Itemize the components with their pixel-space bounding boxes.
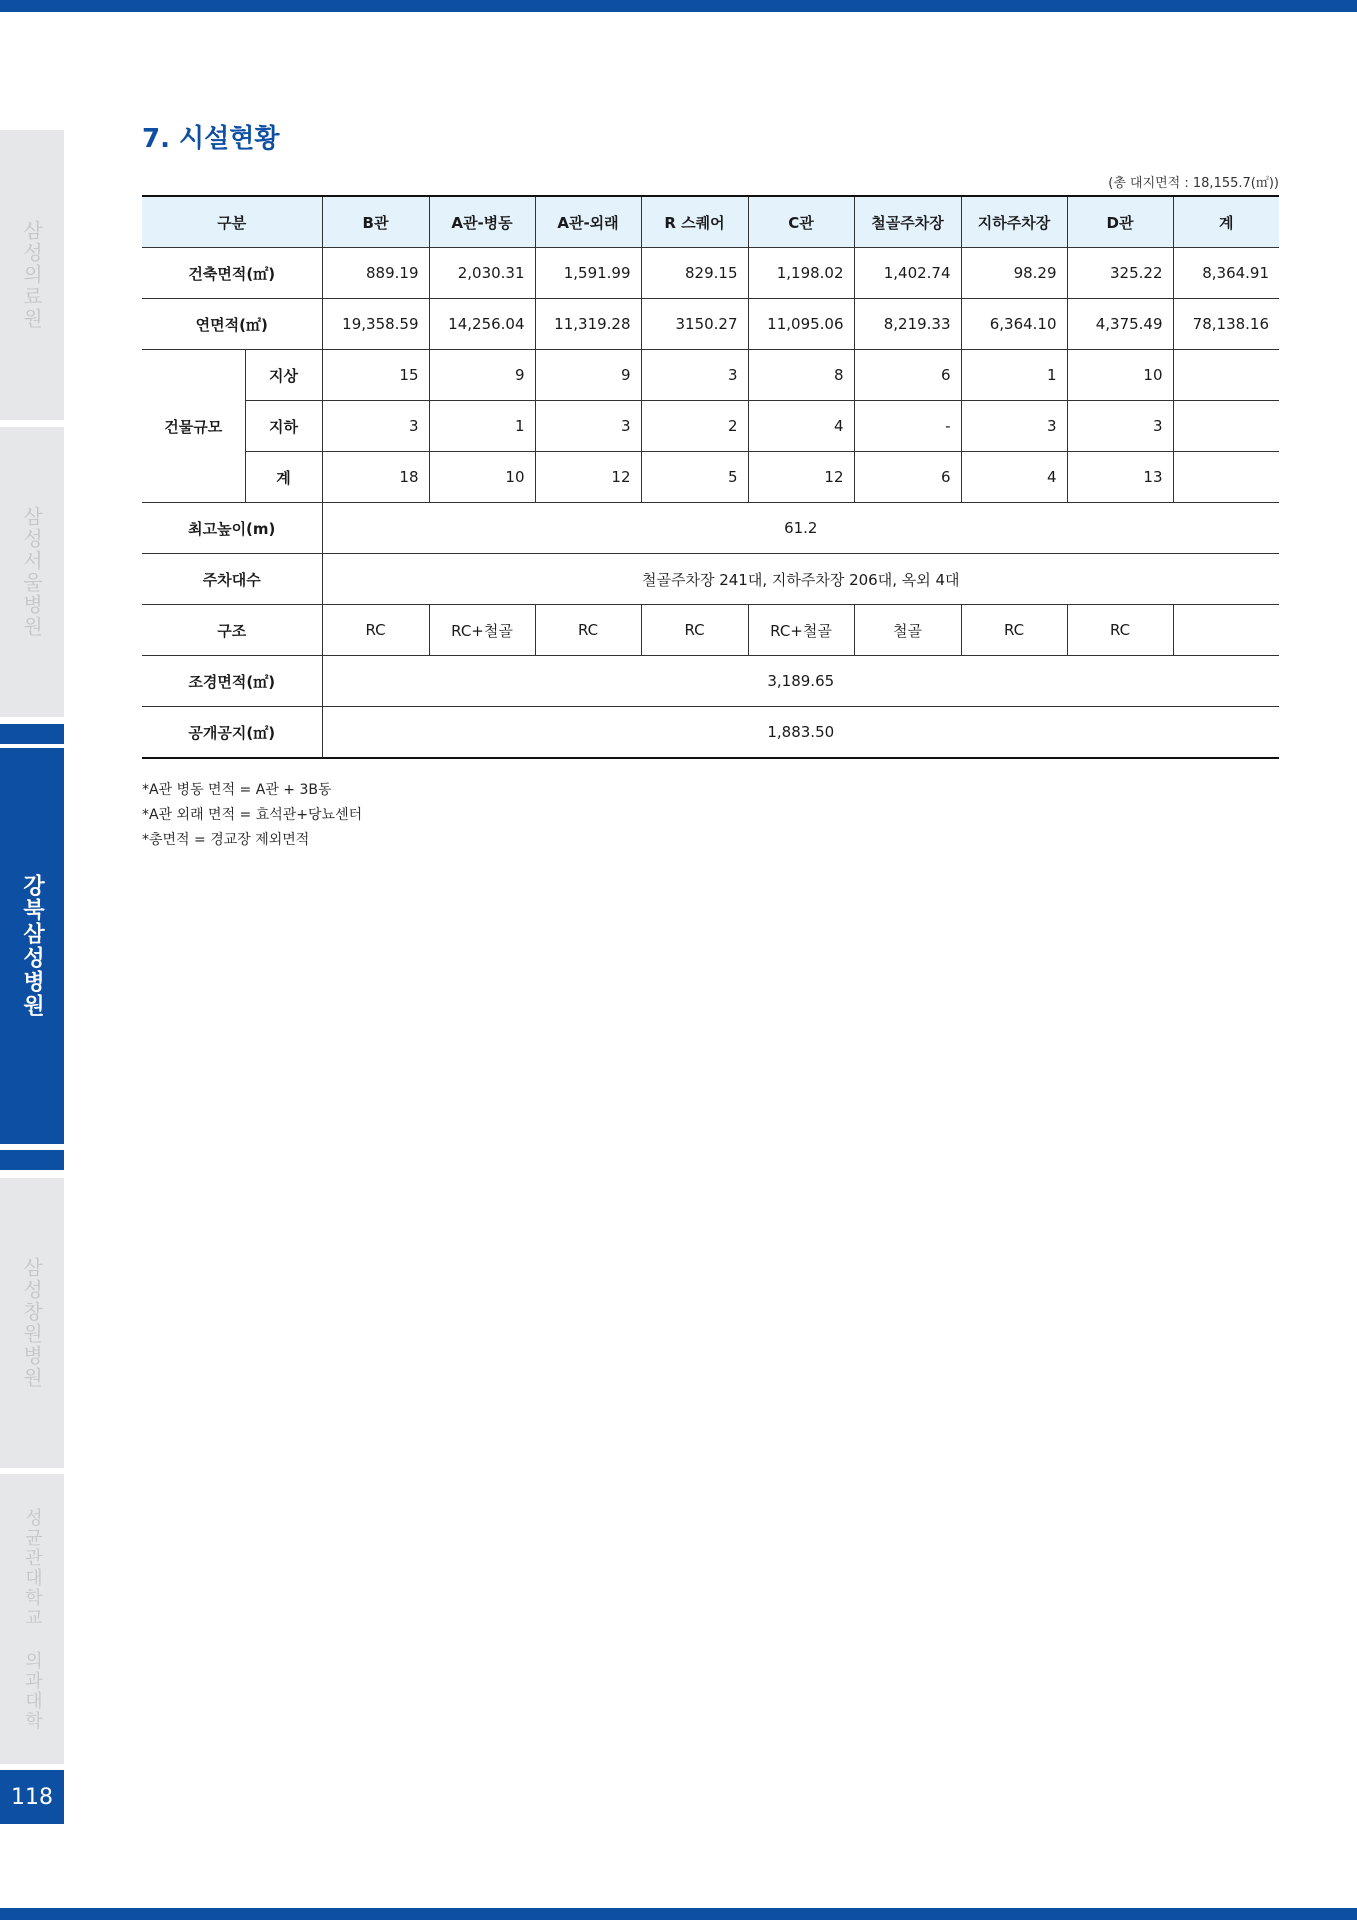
table-cell: 3 xyxy=(535,401,641,452)
footnote: *총면적 = 경교장 제외면적 xyxy=(142,832,310,848)
row-label: 건축면적(㎡) xyxy=(142,248,322,299)
table-cell: 6 xyxy=(854,452,961,503)
table-cell: 6 xyxy=(854,350,961,401)
table-cell: 3 xyxy=(641,350,748,401)
side-tab-label: 삼성서울병원 xyxy=(19,506,44,638)
table-cell xyxy=(1173,401,1279,452)
table-cell: 2,030.31 xyxy=(429,248,535,299)
header-cell: R 스퀘어 xyxy=(641,196,748,248)
header-cell: C관 xyxy=(748,196,854,248)
table-row xyxy=(142,707,1279,759)
row-label: 최고높이(m) xyxy=(142,503,322,554)
side-tab-kangbuk-samsung-hospital[interactable] xyxy=(0,748,64,1144)
page-number: 118 xyxy=(0,1770,64,1824)
table-row xyxy=(142,656,1279,707)
table-cell: 78,138.16 xyxy=(1173,299,1279,350)
table-cell: 4 xyxy=(961,452,1067,503)
table-row xyxy=(142,350,1279,401)
table-row xyxy=(142,554,1279,605)
row-sublabel: 지하 xyxy=(245,401,322,452)
side-tab-label: 삼성의료원 xyxy=(19,220,44,330)
table-cell: 14,256.04 xyxy=(429,299,535,350)
header-cell: B관 xyxy=(322,196,429,248)
table-cell xyxy=(1173,452,1279,503)
row-label: 공개공지(㎡) xyxy=(142,707,322,759)
table-cell: 철골주차장 241대, 지하주차장 206대, 옥외 4대 xyxy=(322,554,1279,605)
side-tab-samsung-medical-center[interactable] xyxy=(0,130,64,420)
table-cell: 12 xyxy=(535,452,641,503)
table-cell: 5 xyxy=(641,452,748,503)
table-cell: 11,319.28 xyxy=(535,299,641,350)
table-row xyxy=(142,401,1279,452)
row-label: 조경면적(㎡) xyxy=(142,656,322,707)
table-row xyxy=(142,503,1279,554)
header-cell: 계 xyxy=(1173,196,1279,248)
table-cell xyxy=(1173,350,1279,401)
header-cell: 철골주차장 xyxy=(854,196,961,248)
table-cell: 3 xyxy=(1067,401,1173,452)
table-cell: RC xyxy=(1067,605,1173,656)
table-cell: 18 xyxy=(322,452,429,503)
table-cell: 889.19 xyxy=(322,248,429,299)
table-cell: 6,364.10 xyxy=(961,299,1067,350)
header-cell: 지하주차장 xyxy=(961,196,1067,248)
section-title: 7. 시설현황 xyxy=(142,124,280,154)
table-cell: 1,591.99 xyxy=(535,248,641,299)
table-cell: RC xyxy=(322,605,429,656)
footnote: *A관 외래 면적 = 효석관+당뇨센터 xyxy=(142,807,363,823)
table-cell: 1,402.74 xyxy=(854,248,961,299)
row-label: 구조 xyxy=(142,605,322,656)
table-cell: RC xyxy=(535,605,641,656)
table-cell: 3,189.65 xyxy=(322,656,1279,707)
row-label: 주차대수 xyxy=(142,554,322,605)
table-cell: 98.29 xyxy=(961,248,1067,299)
side-tab-samsung-seoul-hospital[interactable] xyxy=(0,427,64,717)
table-cell: 9 xyxy=(535,350,641,401)
row-label: 연면적(㎡) xyxy=(142,299,322,350)
side-tab-label: 강북삼성병원 xyxy=(19,874,45,1018)
facility-table xyxy=(142,195,1279,759)
side-tab-label: 삼성창원병원 xyxy=(19,1257,44,1389)
table-cell: 4 xyxy=(748,401,854,452)
site-area-note: (총 대지면적 : 18,155.7(㎡)) xyxy=(1108,176,1279,191)
table-cell: 철골 xyxy=(854,605,961,656)
table-cell: 4,375.49 xyxy=(1067,299,1173,350)
table-cell: RC xyxy=(641,605,748,656)
table-cell: 3 xyxy=(961,401,1067,452)
table-row xyxy=(142,452,1279,503)
table-cell: RC+철골 xyxy=(748,605,854,656)
header-cell: A관-외래 xyxy=(535,196,641,248)
side-tab-separator xyxy=(0,724,64,744)
table-row xyxy=(142,605,1279,656)
table-cell: 19,358.59 xyxy=(322,299,429,350)
row-sublabel: 지상 xyxy=(245,350,322,401)
header-cell: A관-병동 xyxy=(429,196,535,248)
footnote: *A관 병동 면적 = A관 + 3B동 xyxy=(142,782,332,798)
table-cell: 2 xyxy=(641,401,748,452)
table-row xyxy=(142,248,1279,299)
table-cell xyxy=(1173,605,1279,656)
table-cell: 325.22 xyxy=(1067,248,1173,299)
table-cell: 10 xyxy=(429,452,535,503)
table-cell: 1 xyxy=(961,350,1067,401)
table-cell: 15 xyxy=(322,350,429,401)
row-label: 건물규모 xyxy=(142,350,245,503)
table-cell: 8,219.33 xyxy=(854,299,961,350)
table-cell: 8 xyxy=(748,350,854,401)
table-cell: RC+철골 xyxy=(429,605,535,656)
table-cell: 3 xyxy=(322,401,429,452)
table-cell: 8,364.91 xyxy=(1173,248,1279,299)
table-cell: 61.2 xyxy=(322,503,1279,554)
side-tab-skku-medicine[interactable] xyxy=(0,1474,64,1764)
row-sublabel: 계 xyxy=(245,452,322,503)
table-cell: 1,883.50 xyxy=(322,707,1279,759)
header-row xyxy=(142,196,1279,248)
table-cell: 10 xyxy=(1067,350,1173,401)
header-cell: D관 xyxy=(1067,196,1173,248)
side-tab-separator xyxy=(0,1150,64,1170)
table-cell: 3150.27 xyxy=(641,299,748,350)
table-cell: - xyxy=(854,401,961,452)
table-cell: 1 xyxy=(429,401,535,452)
top-brand-bar xyxy=(0,0,1357,12)
side-tab-samsung-changwon-hospital[interactable] xyxy=(0,1178,64,1468)
bottom-brand-bar xyxy=(0,1908,1357,1920)
table-cell: 9 xyxy=(429,350,535,401)
side-tab-label: 성균관대학교 의과대학 xyxy=(22,1507,43,1731)
header-cell: 구분 xyxy=(142,196,322,248)
table-cell: RC xyxy=(961,605,1067,656)
footnotes xyxy=(142,778,362,853)
table-cell: 1,198.02 xyxy=(748,248,854,299)
table-cell: 12 xyxy=(748,452,854,503)
table-cell: 829.15 xyxy=(641,248,748,299)
table-cell: 11,095.06 xyxy=(748,299,854,350)
table-row xyxy=(142,299,1279,350)
table-cell: 13 xyxy=(1067,452,1173,503)
